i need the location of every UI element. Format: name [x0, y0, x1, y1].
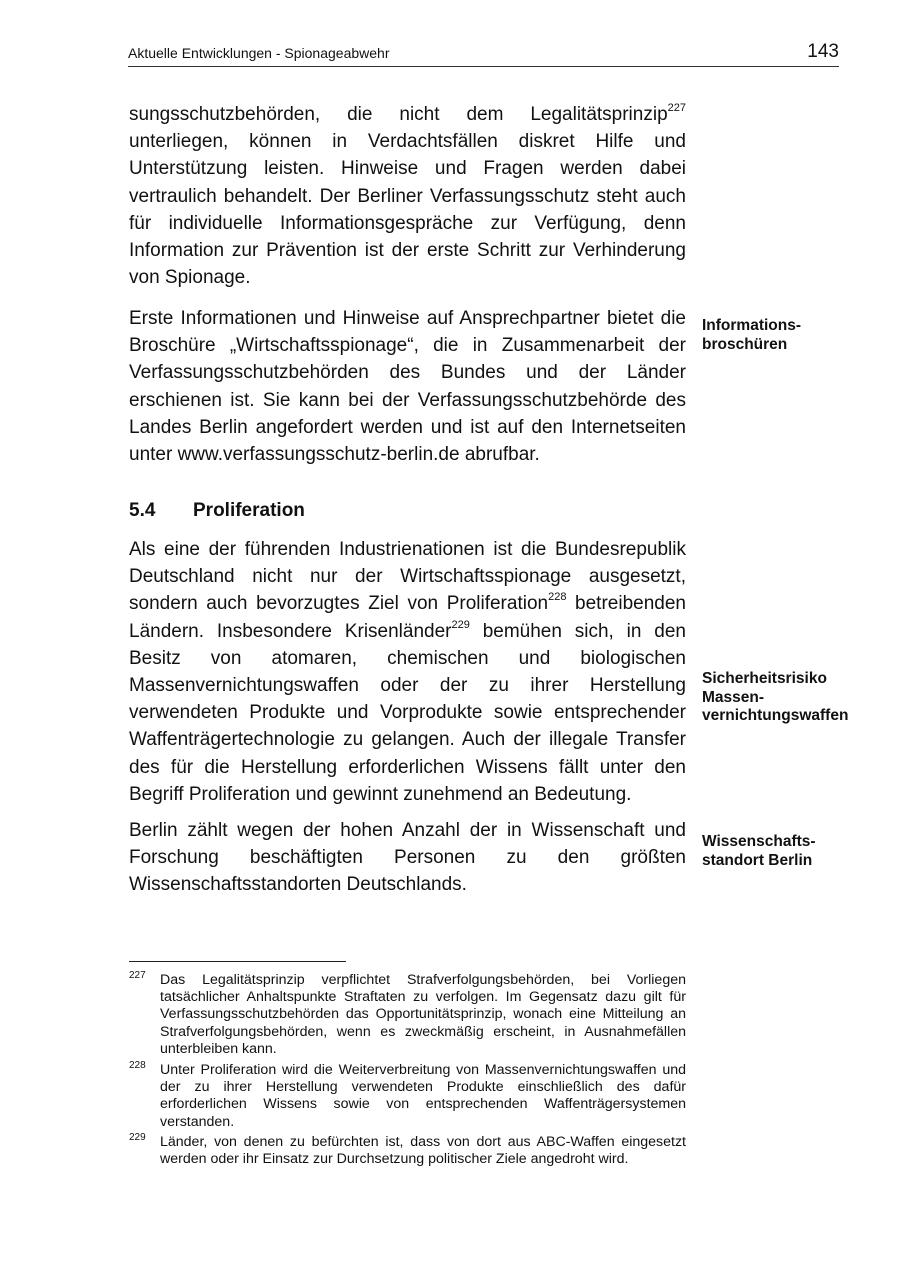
section-number: 5.4: [129, 500, 156, 521]
section-title: Proliferation: [193, 500, 305, 521]
footnote-ref-228: 228: [548, 591, 567, 604]
margin-note-informationsbroschueren: [702, 317, 892, 354]
paragraph-berlin: Berlin zählt wegen der hohen Anzahl der in Wissenschaft und Forschung beschäftigten Personen zu den größten Wissenschaftsstandorten Deutschlands.: [129, 820, 686, 896]
margin-note-line: Sicherheitsrisiko: [702, 670, 827, 687]
margin-note-line: broschüren: [702, 335, 788, 353]
paragraph-text: unterliegen, können in Verdachtsfällen diskret Hilfe und Unterstützung leisten. Hinweise und Fragen werden dabei vertraulich behandelt. Der Berliner Verfassungsschutz steht auch für individuelle Informationsgespräche zur Verfügung, denn Information zur Prävention ist der erste Schritt zur Verhinderung von Spionage.: [129, 131, 686, 289]
footnote-number: 228: [129, 1060, 146, 1071]
paragraph-brochure: Erste Informationen und Hinweise auf Ansprechpartner bietet die Broschüre „Wirtschaftsspionage“, die in Zusammenarbeit der Verfassungsschutzbehörden des Bundes und der Länder erschienen ist. Sie kann bei der Verfassungsschutzbehörde des Landes Berlin angefordert werden und ist auf den Internetseiten unter www.verfassungsschutz-berlin.de abrufbar.: [129, 308, 686, 466]
footnote-ref-227: 227: [667, 102, 686, 114]
running-title: Aktuelle Entwicklungen - Spionageabwehr: [128, 45, 390, 61]
paragraph-text: bemühen sich, in den Besitz von atomaren, chemischen und biologischen Massenvernichtungswaffen oder der zu ihrer Herstellung verwendeten Produkte und Vorprodukte sowie entsprechender Waffenträgertechnologie zu gelangen. Auch der illegale Transfer des für die Herstellung erforderlichen Wissens fällt unter den Begriff Proliferation und gewinnt zunehmend an Bedeutung.: [129, 620, 686, 805]
margin-note-line: Wissenschafts-: [702, 833, 816, 850]
paragraph-proliferation: [129, 536, 686, 808]
footnote-228: [129, 1062, 686, 1131]
page-header: [128, 40, 839, 67]
paragraph-text: sungsschutzbehörden, die nicht dem Legalitätsprinzip: [129, 104, 668, 125]
margin-note-line: standort Berlin: [702, 851, 813, 869]
margin-note-line: Informations-: [702, 317, 802, 334]
margin-note-sicherheitsrisiko: [702, 670, 892, 726]
paragraph-text: betreibenden Ländern. Insbesondere Krisenländer: [129, 593, 686, 642]
margin-note-line: vernichtungswaffen: [702, 707, 849, 724]
paragraph-text: Als eine der führenden Industrienationen ist die Bundesrepublik Deutschland nicht nur der Wirtschaftsspionage ausgesetzt, sondern auch bevorzugtes Ziel von Proliferation: [129, 539, 686, 615]
footnote-229: [129, 1134, 686, 1168]
footnote-text: Unter Proliferation wird die Weiterverbreitung von Massenvernichtungswaffen und der zu ihrer Herstellung verwendeten Produkte einschließlich des dafür erforderlichen Wissens sowie von entsprechenden Waffenträgersystemen verstanden.: [160, 1062, 686, 1130]
paragraph-intro: [129, 101, 686, 291]
footnote-text: Länder, von denen zu befürchten ist, dass von dort aus ABC-Waffen eingesetzt werden oder ihr Einsatz zur Durchsetzung politischer Ziele angedroht wird.: [160, 1134, 686, 1168]
footnote-text: Das Legalitätsprinzip verpflichtet Strafverfolgungsbehörden, bei Vorliegen tatsächlicher Anhaltspunkte Straftaten zu verfolgen. Im Gegensatz dazu gilt für Verfassungsschutzbehörden das Opportunitätsprinzip, wonach eine Mitteilung an Strafverfolgungsbehörden, wenn es zweckmäßig erscheint, in Ausnahmefällen unterbleiben kann.: [160, 972, 686, 1057]
margin-note-line: Massen-: [702, 688, 765, 706]
margin-note-wissenschaftsstandort: [702, 833, 892, 870]
section-heading: [129, 500, 305, 522]
page-number: 143: [807, 41, 839, 62]
footnote-separator: [129, 961, 346, 962]
footnote-227: [129, 972, 686, 1058]
footnote-ref-229: 229: [451, 618, 470, 631]
footnote-number: 227: [129, 970, 146, 981]
footnote-number: 229: [129, 1132, 146, 1143]
